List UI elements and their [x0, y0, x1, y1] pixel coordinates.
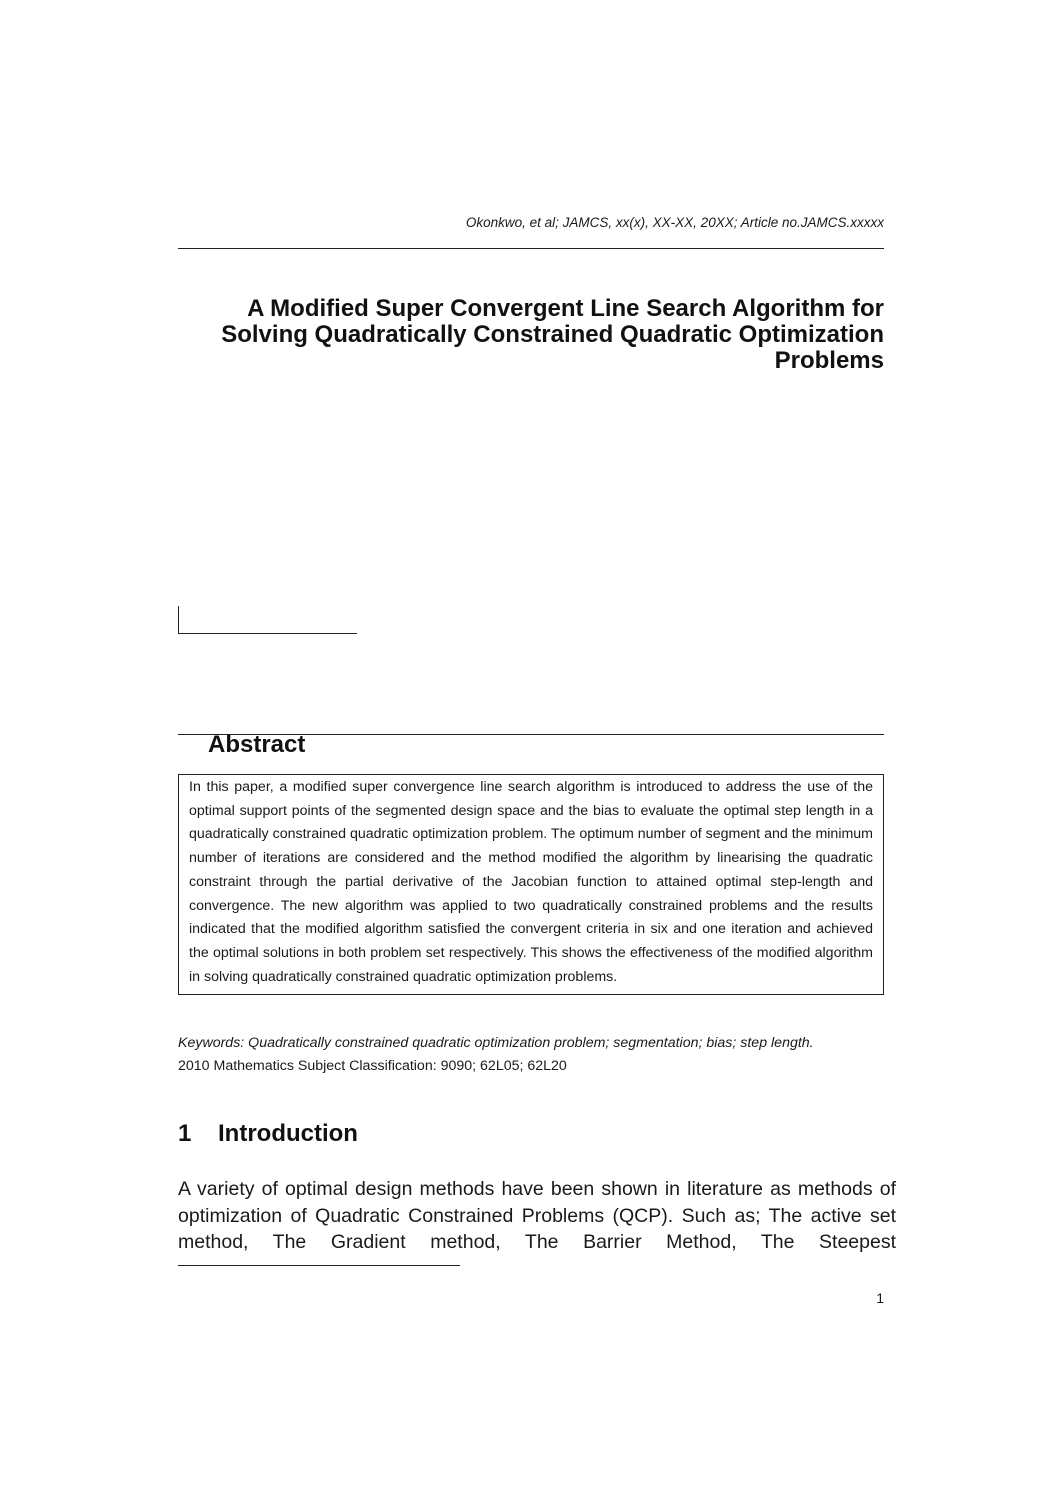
page-number: 1 — [876, 1290, 884, 1306]
abstract-text: In this paper, a modified super convergence line search algorithm is introduced to address the use of the optimal support points of the segmented design space and the bias to evaluate the optimal step length in a quadratically constrained quadratic optimization problem. The optimum number of segment and the minimum number of iterations are considered and the method modified the algorithm by linearising the quadratic constraint through the partial derivative of the Jacobian function to attained optimal step-length and convergence. The new algorithm was applied to two quadratically constrained problems and the results indicated that the modified algorithm satisfied the convergent criteria in six and one iteration and achieved the optimal solutions in both problem set respectively. This shows the effectiveness of the modified algorithm in solving quadratically constrained quadratic optimization problems. — [189, 779, 873, 985]
section-title: Introduction — [218, 1120, 358, 1147]
title-line: Solving Quadratically Constrained Quadratic Optimization — [221, 321, 884, 348]
abstract-box — [178, 774, 884, 995]
paper-title — [178, 296, 884, 374]
affiliation-placeholder — [178, 606, 357, 634]
keywords: Keywords: Quadratically constrained quadratic optimization problem; segmentation; bias; step length. — [178, 1035, 814, 1051]
msc-classification: 2010 Mathematics Subject Classification: 9090; 62L05; 62L20 — [178, 1058, 567, 1074]
header-rule — [178, 248, 884, 249]
footnote-rule — [178, 1265, 460, 1266]
section-heading-introduction — [178, 1120, 358, 1148]
title-line: Problems — [774, 347, 884, 374]
introduction-paragraph: A variety of optimal design methods have been shown in literature as methods of optimization of Quadratic Constrained Problems (QCP). Such as; The active set method, The Gradient method, The Barrier Method, The Steepest — [178, 1178, 896, 1253]
section-number: 1 — [178, 1120, 192, 1147]
abstract-heading: Abstract — [208, 731, 306, 758]
running-header: Okonkwo, et al; JAMCS, xx(x), XX-XX, 20XX; Article no.JAMCS.xxxxx — [465, 215, 884, 230]
title-line: A Modified Super Convergent Line Search Algorithm for — [247, 295, 884, 322]
